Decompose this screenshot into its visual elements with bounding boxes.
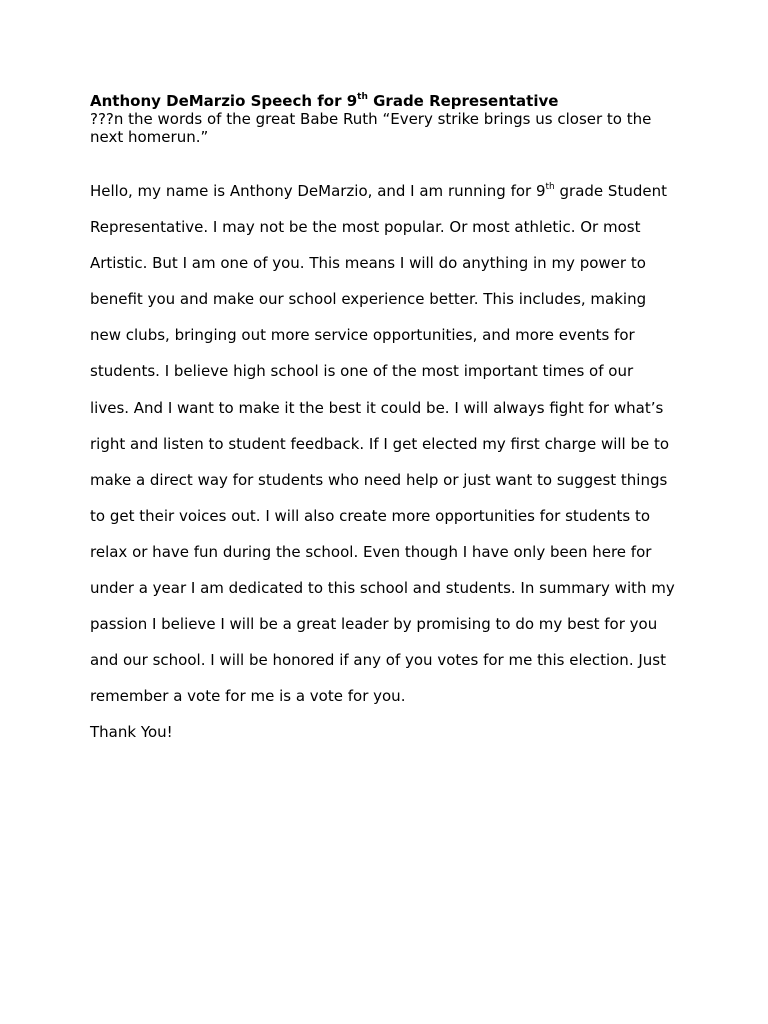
speech-line: remember a vote for me is a vote for you. [90,687,406,706]
grade-ordinal-suffix: th [545,182,555,192]
title-text-end: Grade Representative [367,92,559,110]
opening-quote: ???n the words of the great Babe Ruth “Every strike brings us closer to the next homerun.” [90,110,652,146]
title-text: Anthony DeMarzio Speech for 9 [90,92,358,110]
speech-line: Artistic. But I am one of you. This means I will do anything in my power to [90,254,646,273]
speech-line: make a direct way for students who need help or just want to suggest things [90,470,668,489]
speech-line-text: Hello, my name is Anthony DeMarzio, and I am running for 9 [90,182,546,200]
speech-line: lives. And I want to make it the best it could be. I will always fight for what’s [90,398,664,417]
speech-line-text-end: grade Student [554,182,667,200]
speech-line: and our school. I will be honored if any of you votes for me this election. Just [90,651,666,670]
document-title [90,92,680,110]
speech-body [90,182,680,723]
speech-line: benefit you and make our school experience better. This includes, making [90,290,647,309]
speech-line: passion I believe I will be a great leader by promising to do my best for you [90,615,658,634]
speech-line: under a year I am dedicated to this school and students. In summary with my [90,579,675,598]
speech-line: new clubs, bringing out more service opportunities, and more events for [90,326,635,345]
closing-line: Thank You! [90,723,173,742]
speech-line: to get their voices out. I will also create more opportunities for students to [90,506,651,525]
speech-line: students. I believe high school is one of the most important times of our [90,362,634,381]
title-ordinal-suffix: th [357,92,368,102]
speech-line [90,182,680,218]
speech-line: right and listen to student feedback. If I get elected my first charge will be to [90,434,670,453]
speech-line: Representative. I may not be the most popular. Or most athletic. Or most [90,218,641,237]
speech-line: relax or have fun during the school. Even though I have only been here for [90,542,652,561]
